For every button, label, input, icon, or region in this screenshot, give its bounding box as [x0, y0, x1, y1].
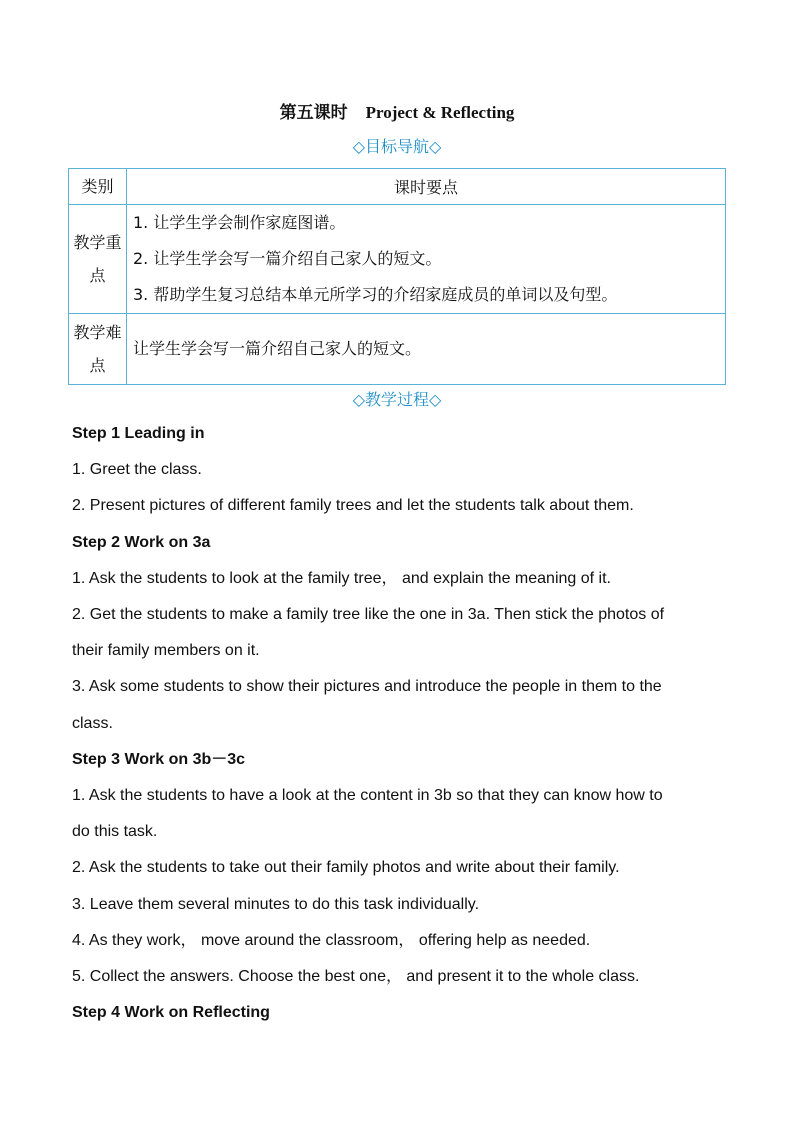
step-item: class. — [72, 714, 113, 732]
point-item: 2. 让学生学会写一篇介绍自己家人的短文。 — [133, 249, 442, 268]
step-item: 4. As they work， move around the classroom， offering help as needed. — [72, 931, 591, 949]
point-item: 3. 帮助学生复习总结本单元所学习的介绍家庭成员的单词以及句型。 — [133, 285, 618, 304]
point-item: 1. 让学生学会制作家庭图谱。 — [133, 213, 346, 232]
step-item: do this task. — [72, 823, 158, 841]
step-heading: Step 2 Work on 3a — [72, 533, 211, 551]
step-item: 2. Get the students to make a family tree like the one in 3a. Then stick the photos of — [72, 606, 665, 623]
step-heading: Step 1 Leading in — [72, 425, 205, 442]
lesson-points-table — [68, 168, 726, 385]
title-en: Project & Reflecting — [365, 103, 515, 122]
header-category: 类别 — [69, 169, 127, 205]
step-heading: Step 3 Work on 3b－3c — [72, 750, 246, 768]
table-header-row — [69, 169, 726, 205]
step-item: 1. Ask the students to look at the family tree， and explain the meaning of it. — [72, 569, 611, 587]
point-item: 让学生学会写一篇介绍自己家人的短文。 — [133, 339, 422, 358]
step-item: 3. Ask some students to show their pictures and introduce the people in them to the — [72, 678, 662, 696]
row-category: 教学难点 — [69, 314, 127, 385]
step-item: 1. Greet the class. — [72, 461, 202, 479]
step-item: 5. Collect the answers. Choose the best one， and present it to the whole class. — [72, 968, 640, 985]
step-item: 1. Ask the students to have a look at the content in 3b so that they can know how to — [72, 787, 663, 804]
title-cn: 第五课时 — [279, 103, 348, 123]
step-item: 2. Present pictures of different family trees and let the students talk about them. — [72, 497, 634, 515]
row-points — [127, 205, 726, 314]
goals-heading: ◇目标导航◇ — [352, 137, 442, 156]
step-heading: Step 4 Work on Reflecting — [72, 1004, 270, 1022]
header-points: 课时要点 — [127, 169, 726, 205]
page-title — [0, 98, 794, 123]
step-item: 3. Leave them several minutes to do this task individually. — [72, 895, 480, 913]
row-points — [127, 314, 726, 385]
step-item: 2. Ask the students to take out their family photos and write about their family. — [72, 859, 620, 877]
table-row — [69, 205, 726, 314]
process-heading: ◇教学过程◇ — [352, 390, 442, 409]
row-category: 教学重点 — [69, 205, 127, 314]
table-row — [69, 314, 726, 385]
step-item: their family members on it. — [72, 642, 260, 660]
